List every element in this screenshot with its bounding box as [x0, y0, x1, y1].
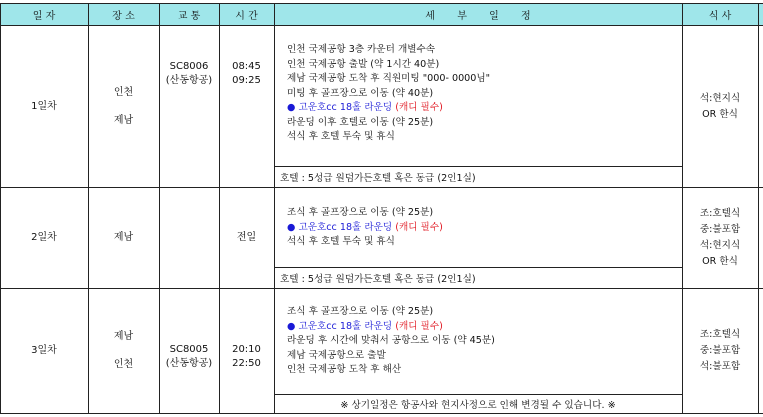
meal-item: OR 한식: [702, 256, 738, 267]
day-label: 1일차: [31, 100, 57, 112]
caddie-note: (캐디 필수): [395, 102, 443, 113]
place-cell: [88, 289, 159, 413]
header-time: 시 간: [235, 10, 258, 22]
meal-cell: [682, 289, 758, 413]
schedule-item: 조식 후 골프장으로 이동 (약 25분): [287, 306, 434, 317]
place-cell: [88, 26, 159, 187]
place-departure: 제남: [113, 331, 134, 342]
grid-line-bottom: [0, 413, 763, 414]
time-all-day: 전일: [236, 232, 257, 243]
header-place: 장 소: [112, 10, 135, 22]
golf-round-text: 고운호cc 18홀 라운딩: [298, 102, 393, 113]
schedule-item: 조식 후 골프장으로 이동 (약 25분): [287, 207, 434, 218]
schedule-item: 인천 국제공항 3층 카운터 개별수속: [287, 44, 436, 55]
transport-cell: [159, 54, 219, 94]
meal-cell: [682, 188, 758, 288]
meal-item: 조:호텔식: [699, 329, 741, 340]
schedule-item: 라운딩 후 시간에 맞춰서 공항으로 이동 (약 45분): [287, 335, 495, 346]
flight-number: SC8005: [169, 344, 209, 355]
meal-item: OR 한식: [702, 108, 738, 120]
place-cell: [88, 188, 159, 288]
day-label: 2일차: [31, 232, 57, 243]
airline-name: (산동항공): [165, 358, 213, 369]
time-cell: [219, 188, 274, 288]
schedule-item: 인천 국제공항 출발 (약 1시간 40분): [287, 58, 440, 70]
grid-line-v4: [274, 3, 275, 414]
arrival-time: 22:50: [232, 358, 261, 369]
schedule-list: [287, 206, 443, 250]
time-cell: [219, 54, 274, 94]
header-day: 일 자: [32, 10, 56, 22]
place-arrival: 인천: [113, 359, 134, 370]
hotel-info: 호텔 : 5성급 원덤가든호텔 혹은 동급 (2인1실): [280, 173, 476, 184]
meal-item: 석:불포함: [699, 361, 741, 372]
transport-cell: [159, 337, 219, 377]
meal-item: 중:불포함: [699, 224, 741, 235]
airline-name: (산동항공): [165, 75, 213, 86]
golf-round-text: 고운호cc 18홀 라운딩: [298, 320, 393, 332]
grid-line-v6: [758, 3, 759, 414]
departure-time: 20:10: [232, 344, 261, 355]
hotel-info: 호텔 : 5성급 원덤가든호텔 혹은 동급 (2인1실): [280, 274, 476, 285]
flight-number: SC8006: [169, 61, 209, 72]
schedule-item: 석식 후 호텔 투숙 및 휴식: [287, 131, 395, 142]
golf-round-item: [287, 101, 490, 116]
caddie-note: (캐디 필수): [395, 221, 443, 233]
meal-item: 석:현지식: [699, 92, 741, 104]
golf-round-item: [287, 320, 495, 335]
bullet-icon: ●: [287, 102, 296, 113]
schedule-item: 라운딩 이후 호텔로 이동 (약 25분): [287, 116, 434, 128]
caddie-note: (캐디 필수): [395, 320, 443, 332]
schedule-item: 제남 국제공항 도착 후 직원미팅 "000- 0000님": [287, 73, 491, 84]
place-departure: 인천: [113, 86, 134, 98]
header-schedule: 세 부 일 정: [425, 10, 531, 22]
meal-item: 조:호텔식: [699, 208, 741, 219]
schedule-item: 인천 국제공항 도착 후 해산: [287, 364, 402, 375]
meal-item: 중:불포함: [699, 345, 741, 356]
day-label: 3일차: [31, 345, 57, 356]
place-arrival: 제남: [113, 114, 134, 126]
golf-round-item: [287, 221, 443, 236]
bullet-icon: ●: [287, 221, 296, 233]
schedule-item: 미팅 후 골프장으로 이동 (약 40분): [287, 87, 434, 99]
golf-round-text: 고운호cc 18홀 라운딩: [298, 221, 393, 233]
arrival-time: 09:25: [232, 75, 261, 86]
meal-cell: [682, 26, 758, 187]
footnote: ※ 상기일정은 항공사와 현지사정으로 인해 변경될 수 있습니다. ※: [340, 400, 616, 411]
schedule-list: [287, 43, 490, 145]
departure-time: 08:45: [232, 61, 261, 72]
header-transport: 교 통: [177, 10, 201, 22]
meal-item: 석:현지식: [699, 240, 741, 251]
time-cell: [219, 337, 274, 377]
bullet-icon: ●: [287, 320, 296, 332]
place-name: 제남: [113, 232, 134, 243]
schedule-list: [287, 305, 495, 378]
header-meal: 식 사: [708, 10, 732, 22]
schedule-item: 제남 국제공항으로 출발: [287, 349, 386, 361]
schedule-item: 석식 후 호텔 투숙 및 휴식: [287, 236, 395, 247]
